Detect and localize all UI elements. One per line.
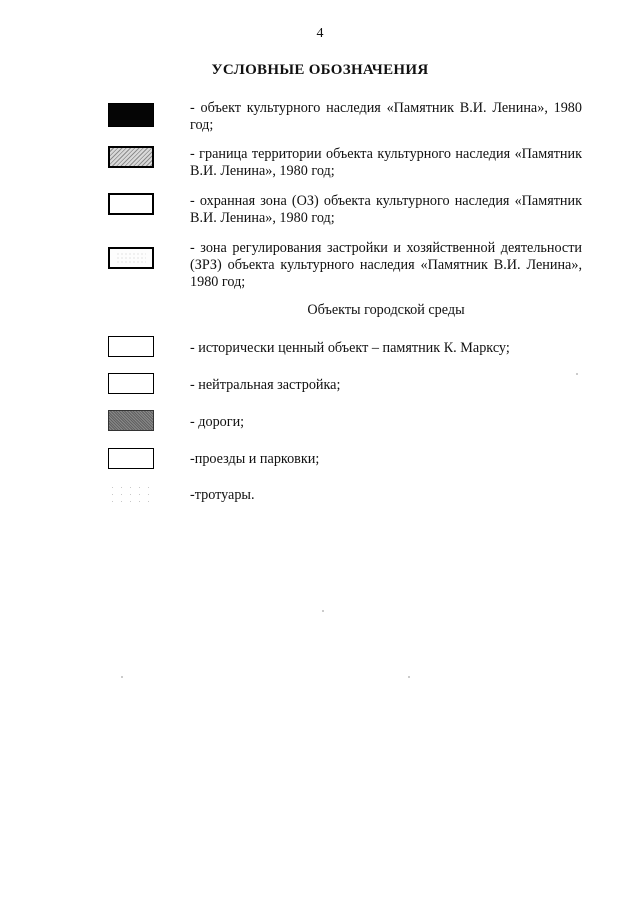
- scan-speck: [322, 610, 324, 612]
- legend-title: УСЛОВНЫЕ ОБОЗНАЧЕНИЯ: [211, 62, 429, 78]
- page-number: 4: [316, 26, 324, 41]
- legend-item-territory-boundary: - граница территории объекта культурного наследия «Памятник В.И. Ленина», 1980 год;: [190, 146, 582, 179]
- neutral-buildings-symbol: [108, 373, 154, 394]
- legend-item-protection-zone: - охранная зона (ОЗ) объекта культурного наследия «Памятник В.И. Ленина», 1980 год;: [190, 193, 582, 226]
- legend-item-neutral-buildings: - нейтральная застройка;: [190, 377, 341, 393]
- legend-item-historic-object: - исторически ценный объект – памятник К. Марксу;: [190, 340, 510, 356]
- legend-item-monument: - объект культурного наследия «Памятник В.И. Ленина», 1980 год;: [190, 100, 582, 133]
- scan-speck: [121, 676, 123, 678]
- legend-item-sidewalks: -тротуары.: [190, 487, 255, 503]
- driveways-parking-symbol: [108, 448, 154, 469]
- scan-speck: [576, 373, 578, 375]
- scan-speck: [408, 676, 410, 678]
- protection-zone-symbol: [108, 193, 154, 215]
- legend-item-regulation-zone: - зона регулирования застройки и хозяйственной деятельности (ЗРЗ) объекта культурного наследия «Памятник В.И. Ленина», 1980 год;: [190, 240, 582, 290]
- urban-objects-heading: Объекты городской среды: [307, 302, 465, 318]
- territory-boundary-symbol: [108, 146, 154, 168]
- roads-symbol: [108, 410, 154, 431]
- regulation-zone-symbol: [108, 247, 154, 269]
- historic-object-symbol: [108, 336, 154, 357]
- legend-item-driveways-parking: -проезды и парковки;: [190, 451, 320, 467]
- sidewalks-symbol: [108, 484, 154, 505]
- legend-item-roads: - дороги;: [190, 414, 245, 430]
- monument-symbol: [108, 103, 154, 127]
